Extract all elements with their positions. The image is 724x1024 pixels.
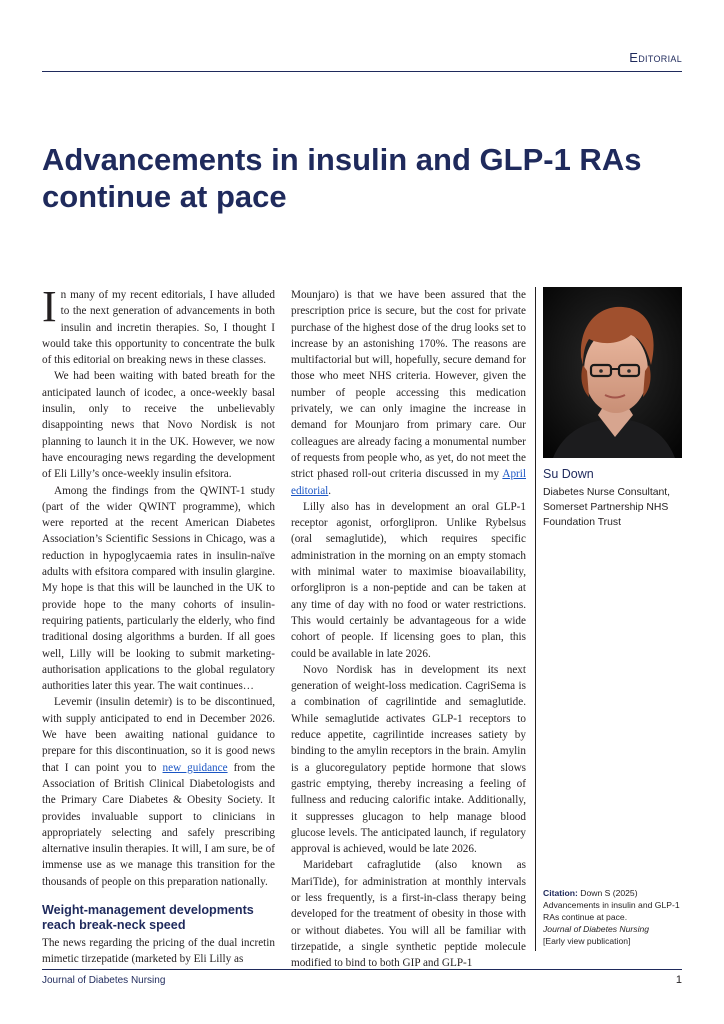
section-subheading: Weight-management developments reach break-neck speed	[42, 902, 254, 932]
bottom-divider	[42, 969, 682, 970]
author-portrait-illustration	[543, 287, 682, 458]
citation-block	[543, 887, 693, 947]
article-column-1	[42, 282, 275, 968]
article-title	[42, 141, 662, 215]
citation-note: [Early view publication]	[543, 936, 631, 946]
author-role: Diabetes Nurse Consultant, Somerset Partnership NHS Foundation Trust	[543, 487, 671, 528]
paragraph: The news regarding the pricing of the dual incretin mimetic tirzepatide (marketed by Eli Lilly as	[42, 936, 275, 966]
author-photo	[543, 287, 682, 458]
title-line-1: Advancements in insulin and GLP-1 RAs	[42, 142, 642, 177]
author-name: Su Down	[543, 467, 594, 481]
citation-text: Down S (2025) Advancements in insulin and GLP-1 RAs continue at pace.	[543, 888, 680, 922]
drop-cap: I	[42, 282, 57, 331]
paragraph: Novo Nordisk has in development its next generation of weight-loss medication. CagriSema is a combination of cagrilintide and semaglutide. While semaglutide activates GLP-1 receptors to reduce appetite, cagrilintide increases satiety by binding to the amylin receptors in the brain. Amylin is a glucoregulatory peptide hormone that slows gastric emptying, thereby increasing a feeling of fullness and reducing calorific intake. Additionally, it suppresses glucagon to help manage blood glucose levels. The anticipated launch, if regulatory approval is achieved, would be late 2026.	[291, 663, 526, 856]
article-column-2	[291, 287, 526, 971]
paragraph: Levemir (insulin detemir) is to be discontinued, with supply anticipated to end in December 2026. We have been awaiting national guidance to prepare for this discontinuation, so it is good news that I can point you to new guidance from the Association of British Clinical Diabetologists and the Primary Care Diabetes & Obesity Society. It provides invaluable support to clinicians in appropriately selecting and safely prescribing alternative insulin therapies. It will, I am sure, be of immense use as we manage this transition for the thousands of people on this preparation nationally.	[42, 696, 275, 888]
paragraph: We had been waiting with bated breath for the anticipated launch of icodec, a once-weekly basal insulin, only to receive the unbelievably disappointing news that Novo Nordisk is not planning to launch it in the UK. However, we now have encouraging news regarding the development of Eli Lilly’s once-weekly insulin efsitora.	[42, 370, 275, 481]
new-guidance-link[interactable]: new guidance	[162, 761, 228, 774]
paragraph: Lilly also has in development an oral GLP-1 receptor agonist, orforglipron. Unlike Rybelsus (oral semaglutide), which requires specific administration in the morning on an empty stomach with minimal water to maximise bioavailability, orforglipron is a non-peptide and can be taken at any time of day with no food or water restrictions. This would certainly be advantageous for a wide cohort of people. If licensing goes to plan, this could be available in late 2026.	[291, 500, 526, 660]
footer-journal-name: Journal of Diabetes Nursing	[42, 975, 166, 986]
citation-journal: Journal of Diabetes Nursing	[543, 924, 650, 934]
section-label: Editorial	[629, 50, 682, 65]
citation-label: Citation:	[543, 888, 578, 898]
page-number: 1	[675, 974, 682, 986]
paragraph: Maridebart cafraglutide (also known as MariTide), for administration at monthly intervals or less frequently, is a first-in-class therapy being developed for the treatment of obesity in those with or without diabetes. You will all be familiar with tirzepatide, a single synthetic peptide molecule modified to bind to both GIP and GLP-1	[291, 859, 526, 970]
top-divider	[42, 71, 682, 72]
paragraph: Among the findings from the QWINT-1 study (part of the wider QWINT programme), which were reported at the recent American Diabetes Association’s Scientific Sessions in Chicago, was a reduction in hypoglycaemia rates in insulin-naïve adults with efsitora compared with insulin glargine. My hope is that this will be launched in the UK to provide hope to the many cohorts of insulin-requiring patients, particularly the elderly, who find traditional dosing algorithms a burden. If all goes well, Lilly will be looking to submit marketing-authorisation applications to the global regulatory authorities later this year. The wait continues…	[42, 484, 275, 693]
paragraph: In many of my recent editorials, I have alluded to the next generation of advancements in both insulin and incretin therapies. So, I thought I would take this opportunity to concentrate the bulk of this editorial on breaking news in these classes.	[42, 282, 275, 367]
paragraph: Mounjaro) is that we have been assured that the prescription price is secure, but the cost for private purchase of the highest dose of the drug looks set to increase by an astonishing 170%. The reasons are multifactorial but will, hopefully, secure demand for those who meet NHS criteria. However, given the number of people accessing this medication privately, we can only imagine the increase in demand for Mounjaro from primary care. Our colleagues are already facing a monumental number of requests from people who, as yet, do not meet the strict phased roll-out criteria discussed in my April editorial.	[291, 289, 526, 497]
title-line-2: continue at pace	[42, 179, 287, 214]
april-editorial-link[interactable]: April editorial	[291, 468, 526, 497]
sidebar-divider	[535, 287, 536, 951]
